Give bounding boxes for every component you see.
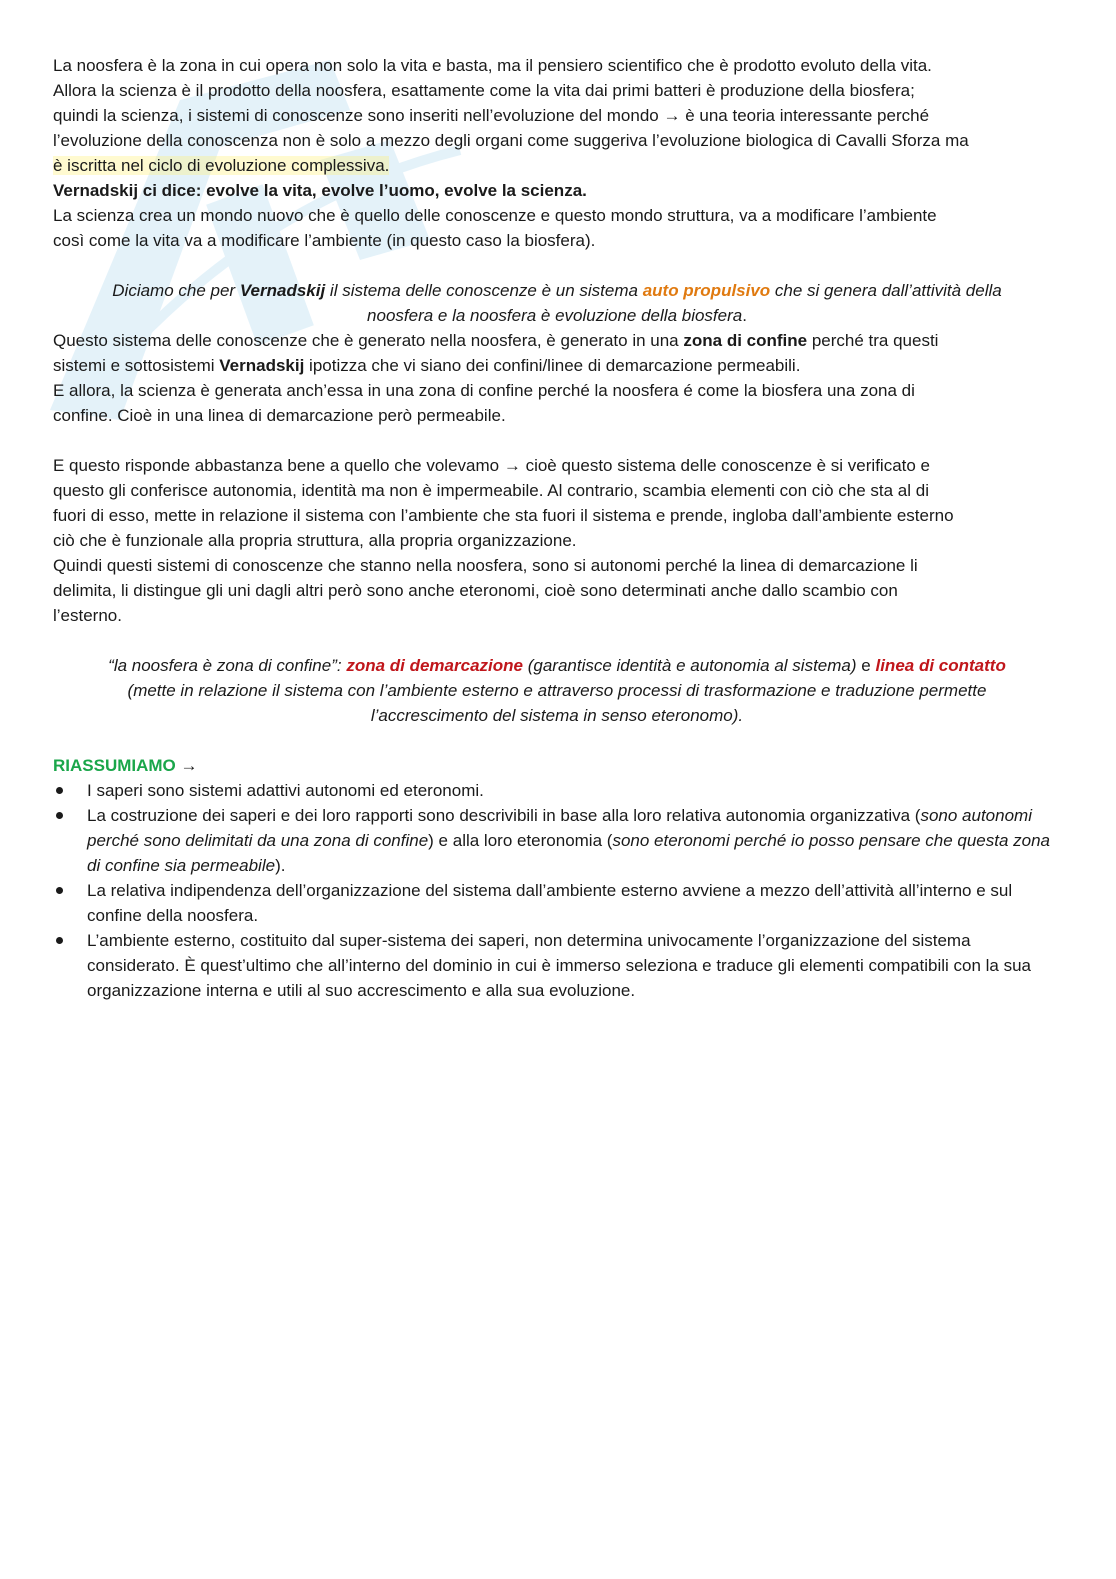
- document-page: [53, 53, 1061, 1003]
- text-line: così come la vita va a modificare l’ambiente (in questo caso la biosfera).: [53, 231, 596, 250]
- paragraph-noosfera-intro: [53, 53, 1061, 178]
- text-line: quindi la scienza, i sistemi di conoscenze sono inseriti nell’evoluzione del mondo: [53, 106, 659, 125]
- text-line: questo gli conferisce autonomia, identità ma non è impermeabile. Al contrario, scambia elementi con ciò che sta al di: [53, 481, 929, 500]
- text-line: Quindi questi sistemi di conoscenze che stanno nella noosfera, sono si autonomi perché la linea di demarcazione li: [53, 556, 918, 575]
- highlight-linea-di-contatto: linea di contatto: [875, 656, 1006, 675]
- summary-list: [53, 778, 1061, 1003]
- highlight-zona-di-demarcazione: zona di demarcazione: [346, 656, 523, 675]
- bold-statement: Vernadskij ci dice: evolve la vita, evolve l’uomo, evolve la scienza.: [53, 181, 587, 200]
- text-line: è iscritta nel ciclo di evoluzione complessiva.: [53, 156, 390, 175]
- text-line: confine. Cioè in una linea di demarcazione però permeabile.: [53, 406, 506, 425]
- term-zona-di-confine: zona di confine: [683, 331, 808, 350]
- text-line: è una teoria interessante perché: [685, 106, 930, 125]
- paragraph-autonomia: E questo risponde abbastanza bene a quello che volevamo → cioè questo sistema delle conoscenze è si verificato e questo gli conferisce autonomia, identità ma non è impermeabile. Al contrario, scambia elementi con ciò che sta al di fuori di esso, mette in relazione il sistema con l’ambiente che sta fuori il sistema e prende, ingloba dall’ambiente esterno ciò che è funzionale alla propria struttura, alla propria organizzazione. Quindi questi sistemi di conoscenze che stanno nella noosfera, sono si autonomi perché la linea di demarcazione li delimita, li distingue gli uni dagli altri però sono anche eteronomi, cioè sono determinati anche dallo scambio con l’esterno.: [53, 456, 954, 625]
- arrow-right-icon: →: [180, 756, 198, 775]
- text-line: l’esterno.: [53, 606, 122, 625]
- text-line: l’evoluzione della conoscenza non è solo a mezzo degli organi come suggeriva l’evoluzione biologica di Cavalli Sforza ma: [53, 131, 969, 150]
- list-item: La costruzione dei saperi e dei loro rapporti sono descrivibili in base alla loro relativa autonomia organizzativa (sono autonomi perché sono delimitati da una zona di confine) e alla loro eteronomia (sono eteronomi perché io posso pensare che questa zona di confine sia permeabile).: [53, 803, 1061, 878]
- summary-heading: RIASSUMIAMO: [53, 756, 176, 775]
- paragraph-zona-confine: Questo sistema delle conoscenze che è generato nella noosfera, è generato in una zona di confine perché tra questi sistemi e sottosistemi Vernadskij ipotizza che vi siano dei confini/linee di demarcazione permeabili. E allora, la scienza è generata anch’essa in una zona di confine perché la noosfera é come la biosfera una zona di confine. Cioè in una linea di demarcazione però permeabile.: [53, 331, 939, 425]
- list-item: I saperi sono sistemi adattivi autonomi ed eteronomi.: [53, 778, 1061, 803]
- text-line: La scienza crea un mondo nuovo che è quello delle conoscenze e questo mondo struttura, va a modificare l’ambiente: [53, 206, 937, 225]
- paragraph-scienza: [53, 203, 1061, 253]
- quote-vernadskij: Diciamo che per Vernadskij il sistema delle conoscenze è un sistema auto propulsivo che si genera dall’attività della noosfera e la noosfera è evoluzione della biosfera.: [112, 281, 1002, 325]
- quote-noosfera-confine: “la noosfera è zona di confine”: zona di demarcazione (garantisce identità e autonomia al sistema) e linea di contatto (mette in relazione il sistema con l’ambiente esterno e attraverso processi di trasformazione e traduzione permette l’accrescimento del sistema in senso eteronomo).: [108, 656, 1006, 725]
- list-item: La relativa indipendenza dell’organizzazione del sistema dall’ambiente esterno avviene a mezzo dell’attività all’interno e sul confine della noosfera.: [53, 878, 1061, 928]
- text-line: ciò che è funzionale alla propria struttura, alla propria organizzazione.: [53, 531, 577, 550]
- text-line: Allora la scienza è il prodotto della noosfera, esattamente come la vita dai primi batteri è produzione della biosfera;: [53, 81, 915, 100]
- list-item: L’ambiente esterno, costituito dal super-sistema dei saperi, non determina univocamente l’organizzazione del sistema considerato. È quest’ultimo che all’interno del dominio in cui è immerso seleziona e traduce gli elementi compatibili con la sua organizzazione interna e utili al suo accrescimento e alla sua evoluzione.: [53, 928, 1061, 1003]
- name-vernadskij: Vernadskij: [239, 281, 326, 300]
- arrow-right-icon: →: [503, 456, 521, 475]
- text-line: fuori di esso, mette in relazione il sistema con l’ambiente che sta fuori il sistema e prende, ingloba dall’ambiente esterno: [53, 506, 954, 525]
- text-line: La noosfera è la zona in cui opera non solo la vita e basta, ma il pensiero scientifico che è prodotto evoluto della vita.: [53, 56, 932, 75]
- name-vernadskij: Vernadskij: [219, 356, 305, 375]
- arrow-right-icon: →: [663, 106, 681, 125]
- text-line: E allora, la scienza è generata anch’essa in una zona di confine perché la noosfera é come la biosfera una zona di: [53, 381, 915, 400]
- text-line: delimita, li distingue gli uni dagli altri però sono anche eteronomi, cioè sono determinati anche dallo scambio con: [53, 581, 898, 600]
- summary-heading-row: [53, 753, 1061, 778]
- highlight-auto-propulsivo: auto propulsivo: [642, 281, 771, 300]
